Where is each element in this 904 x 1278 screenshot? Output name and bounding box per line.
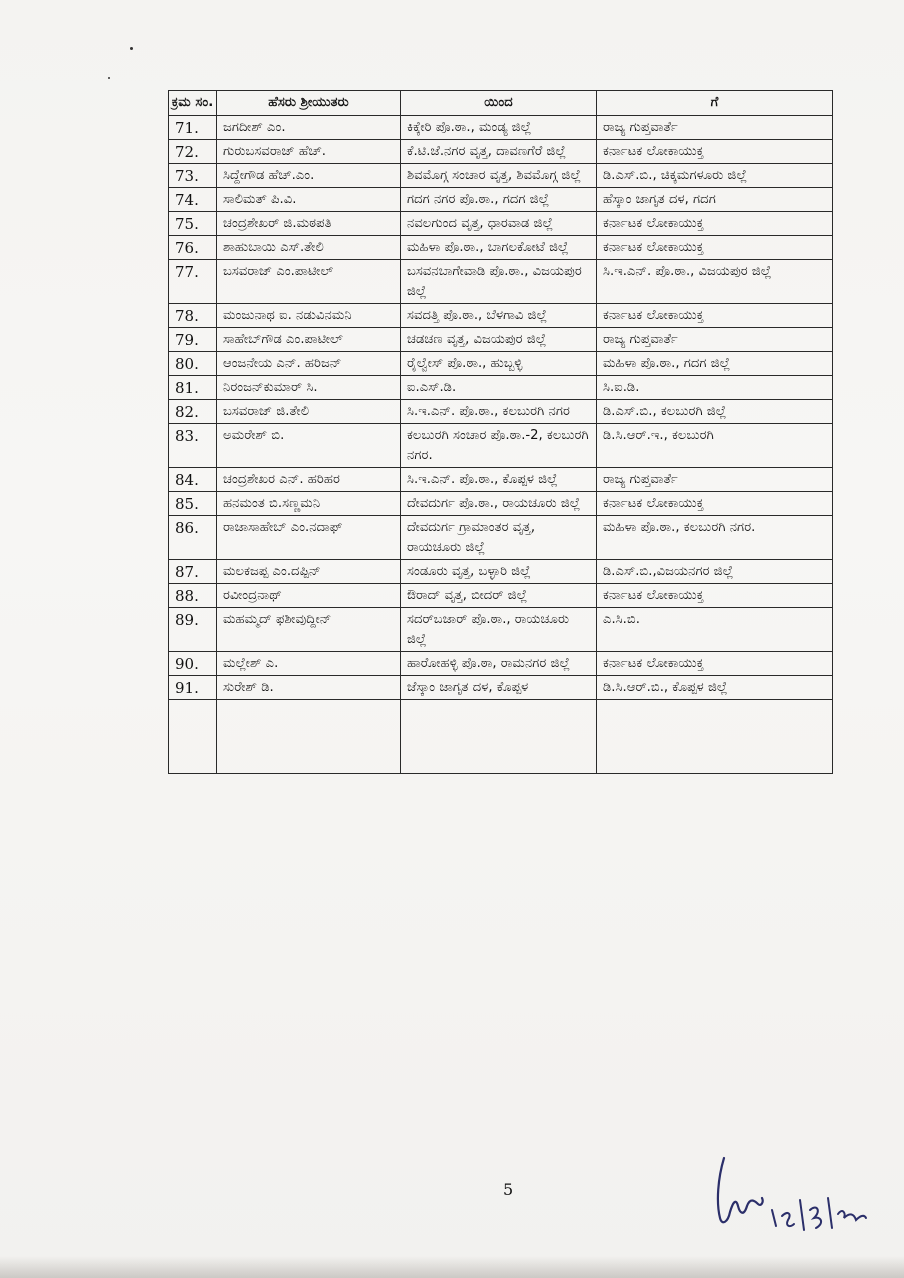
row-transfer-from: ಐ.ಎಸ್.ಡಿ. — [401, 376, 597, 400]
row-serial-number: 76. — [169, 236, 217, 260]
scan-speck — [108, 77, 110, 79]
table-row — [169, 676, 833, 700]
row-serial-number: 87. — [169, 560, 217, 584]
row-officer-name: ನಿರಂಜನ್‌ಕುಮಾರ್ ಸಿ. — [217, 376, 401, 400]
row-serial-number: 89. — [169, 608, 217, 652]
header-to: ಗೆ — [597, 91, 833, 116]
table-row — [169, 376, 833, 400]
blank-cell — [217, 700, 401, 774]
scan-speck — [130, 47, 133, 50]
row-serial-number: 84. — [169, 468, 217, 492]
page-number: 5 — [503, 1180, 514, 1199]
row-transfer-to: ಹೆಸ್ಕಾಂ ಜಾಗೃತ ದಳ, ಗದಗ — [597, 188, 833, 212]
row-transfer-to: ಕರ್ನಾಟಕ ಲೋಕಾಯುಕ್ತ — [597, 492, 833, 516]
table-row — [169, 188, 833, 212]
row-transfer-to: ಮಹಿಳಾ ಪೊ.ಠಾ., ಗದಗ ಜಿಲ್ಲೆ — [597, 352, 833, 376]
row-transfer-to: ಸಿ.ಐ.ಡಿ. — [597, 376, 833, 400]
blank-cell — [169, 700, 217, 774]
row-transfer-to: ಎ.ಸಿ.ಬಿ. — [597, 608, 833, 652]
row-serial-number: 90. — [169, 652, 217, 676]
row-serial-number: 74. — [169, 188, 217, 212]
row-transfer-from: ಚಡಚಣ ವೃತ್ತ, ವಿಜಯಪುರ ಜಿಲ್ಲೆ — [401, 328, 597, 352]
row-transfer-to: ಕರ್ನಾಟಕ ಲೋಕಾಯುಕ್ತ — [597, 236, 833, 260]
row-officer-name: ಮಹಮ್ಮದ್ ಫಶೀವುದ್ದೀನ್ — [217, 608, 401, 652]
row-officer-name: ಹನಮಂತ ಬಿ.ಸಣ್ಣಮನಿ — [217, 492, 401, 516]
row-transfer-from: ಕೆ.ಟಿ.ಜೆ.ನಗರ ವೃತ್ತ, ದಾವಣಗೆರೆ ಜಿಲ್ಲೆ — [401, 140, 597, 164]
row-officer-name: ಬಸವರಾಜ್ ಜಿ.ತೇಲಿ — [217, 400, 401, 424]
transfer-table — [168, 90, 833, 774]
table-row — [169, 236, 833, 260]
row-officer-name: ರವೀಂದ್ರನಾಥ್ — [217, 584, 401, 608]
row-transfer-to: ಕರ್ನಾಟಕ ಲೋಕಾಯುಕ್ತ — [597, 212, 833, 236]
row-transfer-from: ಸಂಡೂರು ವೃತ್ತ, ಬಳ್ಳಾರಿ ಜಿಲ್ಲೆ — [401, 560, 597, 584]
row-transfer-from: ಜೆಸ್ಕಾಂ ಜಾಗೃತ ದಳ, ಕೊಪ್ಪಳ — [401, 676, 597, 700]
table-row — [169, 328, 833, 352]
row-transfer-to: ಡಿ.ಸಿ.ಆರ್.ಇ., ಕಲಬುರಗಿ — [597, 424, 833, 468]
row-serial-number: 79. — [169, 328, 217, 352]
row-officer-name: ಚಂದ್ರಶೇಖರ ಎನ್. ಹರಿಹರ — [217, 468, 401, 492]
table-row — [169, 116, 833, 140]
row-serial-number: 82. — [169, 400, 217, 424]
row-officer-name: ಸಾಹೇಬ್‌ಗೌಡ ಎಂ.ಪಾಟೀಲ್ — [217, 328, 401, 352]
row-transfer-from: ಕಿಕ್ಕೇರಿ ಪೊ.ಠಾ., ಮಂಡ್ಯ ಜಿಲ್ಲೆ — [401, 116, 597, 140]
header-name: ಹೆಸರು ಶ್ರೀಯುತರು — [217, 91, 401, 116]
row-transfer-from: ಶಿವಮೊಗ್ಗ ಸಂಚಾರ ವೃತ್ತ, ಶಿವಮೊಗ್ಗ ಜಿಲ್ಲೆ — [401, 164, 597, 188]
row-serial-number: 73. — [169, 164, 217, 188]
row-transfer-from: ಸಿ.ಇ.ಎನ್. ಪೊ.ಠಾ., ಕೊಪ್ಪಳ ಜಿಲ್ಲೆ — [401, 468, 597, 492]
blank-cell — [401, 700, 597, 774]
table-row — [169, 260, 833, 304]
table-header — [169, 91, 833, 116]
row-officer-name: ಜಗದೀಶ್ ಎಂ. — [217, 116, 401, 140]
row-officer-name: ಸುರೇಶ್ ಡಿ. — [217, 676, 401, 700]
header-serial-number: ಕ್ರಮ ಸಂ. — [169, 91, 217, 116]
table-row — [169, 608, 833, 652]
row-officer-name: ಶಾಹುಬಾಯಿ ಎಸ್.ತೇಲಿ — [217, 236, 401, 260]
row-transfer-to: ಡಿ.ಎಸ್.ಬಿ., ಚಿಕ್ಕಮಗಳೂರು ಜಿಲ್ಲೆ — [597, 164, 833, 188]
row-transfer-from: ಬಸವನಬಾಗೇವಾಡಿ ಪೊ.ಠಾ., ವಿಜಯಪುರ ಜಿಲ್ಲೆ — [401, 260, 597, 304]
row-transfer-to: ಸಿ.ಇ.ಎನ್. ಪೊ.ಠಾ., ವಿಜಯಪುರ ಜಿಲ್ಲೆ — [597, 260, 833, 304]
row-officer-name: ಅಮರೇಶ್ ಬಿ. — [217, 424, 401, 468]
table-row — [169, 652, 833, 676]
row-transfer-to: ಮಹಿಳಾ ಪೊ.ಠಾ., ಕಲಬುರಗಿ ನಗರ. — [597, 516, 833, 560]
row-transfer-to: ಕರ್ನಾಟಕ ಲೋಕಾಯುಕ್ತ — [597, 584, 833, 608]
blank-cell — [597, 700, 833, 774]
table-row — [169, 516, 833, 560]
row-officer-name: ರಾಜಾಸಾಹೇಬ್ ಎಂ.ನದಾಫ್ — [217, 516, 401, 560]
table-row — [169, 560, 833, 584]
table-row — [169, 492, 833, 516]
row-transfer-to: ಡಿ.ಸಿ.ಆರ್.ಬಿ., ಕೊಪ್ಪಳ ಜಿಲ್ಲೆ — [597, 676, 833, 700]
table-row — [169, 212, 833, 236]
row-officer-name: ಬಸವರಾಜ್ ಎಂ.ಪಾಟೀಲ್ — [217, 260, 401, 304]
row-transfer-from: ದೇವದುರ್ಗ ಗ್ರಾಮಾಂತರ ವೃತ್ತ, ರಾಯಚೂರು ಜಿಲ್ಲೆ — [401, 516, 597, 560]
row-serial-number: 81. — [169, 376, 217, 400]
row-transfer-from: ಸಿ.ಇ.ಎನ್. ಪೊ.ಠಾ., ಕಲಬುರಗಿ ನಗರ — [401, 400, 597, 424]
row-serial-number: 88. — [169, 584, 217, 608]
table-row — [169, 140, 833, 164]
row-transfer-to: ಕರ್ನಾಟಕ ಲೋಕಾಯುಕ್ತ — [597, 652, 833, 676]
row-transfer-from: ಹಾರೋಹಳ್ಳಿ ಪೊ.ಠಾ, ರಾಮನಗರ ಜಿಲ್ಲೆ — [401, 652, 597, 676]
table-row — [169, 352, 833, 376]
row-transfer-from: ಔರಾದ್ ವೃತ್ತ, ಬೀದರ್ ಜಿಲ್ಲೆ — [401, 584, 597, 608]
table-row — [169, 400, 833, 424]
table-body — [169, 116, 833, 774]
row-serial-number: 85. — [169, 492, 217, 516]
row-officer-name: ಗುರುಬಸವರಾಜ್ ಹೆಚ್. — [217, 140, 401, 164]
row-transfer-from: ಗದಗ ನಗರ ಪೊ.ಠಾ., ಗದಗ ಜಿಲ್ಲೆ — [401, 188, 597, 212]
row-transfer-from: ದೇವದುರ್ಗ ಪೊ.ಠಾ., ರಾಯಚೂರು ಜಿಲ್ಲೆ — [401, 492, 597, 516]
page-bottom-shadow — [0, 1256, 904, 1278]
header-row — [169, 91, 833, 116]
header-from: ಯಿಂದ — [401, 91, 597, 116]
row-serial-number: 71. — [169, 116, 217, 140]
row-serial-number: 80. — [169, 352, 217, 376]
row-transfer-to: ರಾಜ್ಯ ಗುಪ್ತವಾರ್ತೆ — [597, 328, 833, 352]
row-officer-name: ಮಂಜುನಾಥ ಐ. ನಡುವಿನಮನಿ — [217, 304, 401, 328]
row-officer-name: ಸಿದ್ದೇಗೌಡ ಹೆಚ್.ಎಂ. — [217, 164, 401, 188]
row-transfer-from: ನವಲಗುಂದ ವೃತ್ತ, ಧಾರವಾಡ ಜಿಲ್ಲೆ — [401, 212, 597, 236]
row-transfer-to: ಕರ್ನಾಟಕ ಲೋಕಾಯುಕ್ತ — [597, 140, 833, 164]
row-transfer-to: ರಾಜ್ಯ ಗುಪ್ತವಾರ್ತೆ — [597, 468, 833, 492]
row-officer-name: ಮಲಕಜಪ್ಪ ಎಂ.ದಪ್ಪಿನ್ — [217, 560, 401, 584]
row-serial-number: 83. — [169, 424, 217, 468]
row-transfer-from: ಕಲಬುರಗಿ ಸಂಚಾರ ಪೊ.ಠಾ.-2, ಕಲಬುರಗಿ ನಗರ. — [401, 424, 597, 468]
table-row — [169, 164, 833, 188]
row-transfer-to: ರಾಜ್ಯ ಗುಪ್ತವಾರ್ತೆ — [597, 116, 833, 140]
row-serial-number: 77. — [169, 260, 217, 304]
row-transfer-from: ಸದರ್‌ಬಜಾರ್ ಪೊ.ಠಾ., ರಾಯಚೂರು ಜಿಲ್ಲೆ — [401, 608, 597, 652]
row-officer-name: ಮಲ್ಲೇಶ್ ಎ. — [217, 652, 401, 676]
row-transfer-to: ಡಿ.ಎಸ್.ಬಿ., ಕಲಬುರಗಿ ಜಿಲ್ಲೆ — [597, 400, 833, 424]
row-serial-number: 75. — [169, 212, 217, 236]
row-officer-name: ಆಂಜನೇಯ ಎನ್. ಹರಿಜನ್ — [217, 352, 401, 376]
table-row — [169, 468, 833, 492]
row-officer-name: ಸಾಲಿಮತ್ ಪಿ.ವಿ. — [217, 188, 401, 212]
row-serial-number: 72. — [169, 140, 217, 164]
table-row — [169, 424, 833, 468]
row-transfer-from: ರೈಲ್ವೇಸ್ ಪೊ.ಠಾ., ಹುಬ್ಬಳ್ಳಿ — [401, 352, 597, 376]
table-row — [169, 304, 833, 328]
row-transfer-from: ಸವದತ್ತಿ ಪೊ.ಠಾ., ಬೆಳಗಾವಿ ಜಿಲ್ಲೆ — [401, 304, 597, 328]
row-transfer-to: ಕರ್ನಾಟಕ ಲೋಕಾಯುಕ್ತ — [597, 304, 833, 328]
signature-icon — [706, 1140, 876, 1240]
row-transfer-to: ಡಿ.ಎಸ್.ಬಿ.,ವಿಜಯನಗರ ಜಿಲ್ಲೆ — [597, 560, 833, 584]
row-serial-number: 86. — [169, 516, 217, 560]
table-row — [169, 584, 833, 608]
table-blank-row — [169, 700, 833, 774]
row-serial-number: 91. — [169, 676, 217, 700]
row-serial-number: 78. — [169, 304, 217, 328]
row-transfer-from: ಮಹಿಳಾ ಪೊ.ಠಾ., ಬಾಗಲಕೋಟೆ ಜಿಲ್ಲೆ — [401, 236, 597, 260]
row-officer-name: ಚಂದ್ರಶೇಖರ್ ಜಿ.ಮಠಪತಿ — [217, 212, 401, 236]
